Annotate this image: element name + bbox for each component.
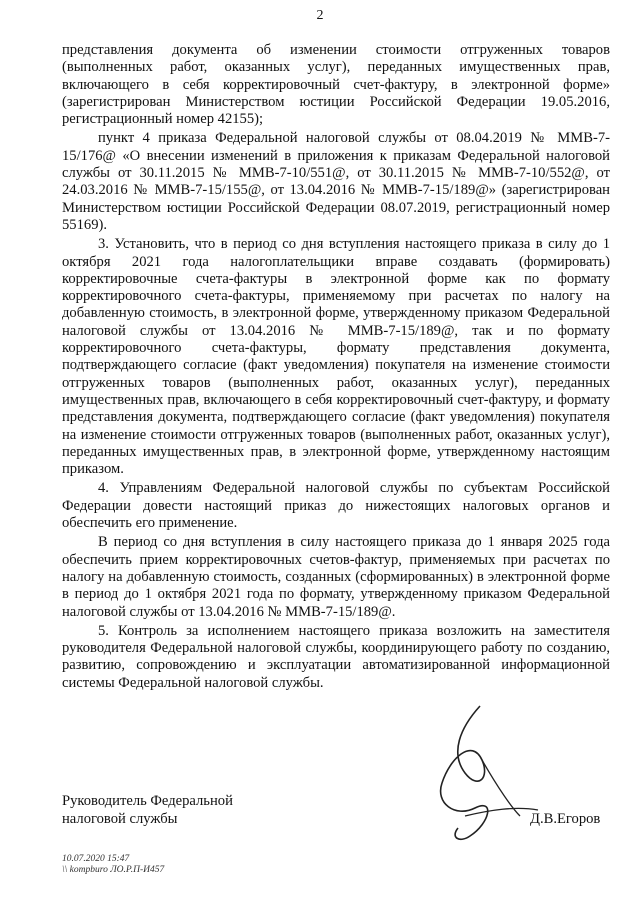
footer-stamp xyxy=(62,854,164,876)
paragraph-clause-4-reference: пункт 4 приказа Федеральной налоговой службы от 08.04.2019 № ММВ-7-15/176@ «О внесении изменений в приложения к приказам Федеральной налоговой службы от 30.11.2015 № ММВ-7-10/551@, от 30.11.2015 № ММВ-7-10/552@, от 24.03.2016 № ММВ-7-15/155@, от 13.04.2016 № ММВ-7-15/189@» (зарегистрирован Министерством юстиции Российской Федерации 08.07.2019, регистрационный номер 55169). xyxy=(62,130,610,233)
paragraph-item-5: 5. Контроль за исполнением настоящего приказа возложить на заместителя руководителя Федеральной налоговой службы, координирующего работу по созданию, развитию, сопровождению и эксплуатации автоматизированной информационной системы Федеральной налоговой службы. xyxy=(62,622,610,691)
paragraph-continuation: представления документа об изменении стоимости отгруженных товаров (выполненных работ, оказанных услуг), переданных имущественных прав, включающего в себя корректировочный счет-фактуру, в электронной форме» (зарегистрирован Министерством юстиции Российской Федерации 19.05.2016, регистрационный номер 42155); xyxy=(62,42,610,128)
signature-position xyxy=(62,792,233,828)
signer-name: Д.В.Егоров xyxy=(530,811,601,827)
paragraph-item-4: 4. Управлениям Федеральной налоговой службы по субъектам Российской Федерации довести настоящий приказ до нижестоящих налоговых органов и обеспечить его применение. xyxy=(62,480,610,532)
signer-position-line-1: Руководитель Федеральной xyxy=(62,793,233,809)
paragraph-item-3: 3. Установить, что в период со дня вступления настоящего приказа в силу до 1 октября 2021 года налогоплательщики вправе создавать (формировать) корректировочные счета-фактуры в электронной форме как по формату корректировочного счета-фактуры, применяемому при расчетах по налогу на добавленную стоимость, в электронной форме, утвержденному приказом Федеральной налоговой службы от 13.04.2016 № ММВ-7-15/189@, так и по формату корректировочного счета-фактуры, формату представления документа, подтверждающего согласие (факт уведомления) покупателя на изменение стоимости отгруженных товаров (выполненных работ, оказанных услуг), переданных имущественных прав, включающего в себя корректировочный счет-фактуру, и формату представления документа, подтверждающего согласие (факт уведомления) покупателя на изменение стоимости отгруженных товаров (выполненных работ, оказанных услуг), переданных имущественных прав, в электронной форме, утвержденному настоящим приказом. xyxy=(62,236,610,478)
page-number: 2 xyxy=(316,8,324,23)
footer-file-path: \\ kompburo ЛО.Р.П-И457 xyxy=(62,865,165,875)
paragraph-acceptance-period: В период со дня вступления в силу настоящего приказа до 1 января 2025 года обеспечить прием корректировочных счетов-фактур, применяемых при расчетах по налогу на добавленную стоимость, созданных (сформированных) в электронной форме в период до 1 октября 2021 года по формату, утвержденному приказом Федеральной налоговой службы от 13.04.2016 № ММВ-7-15/189@. xyxy=(62,534,610,620)
document-body xyxy=(62,42,610,692)
signer-position-line-2: налоговой службы xyxy=(62,811,178,827)
footer-timestamp: 10.07.2020 15:47 xyxy=(62,854,130,864)
